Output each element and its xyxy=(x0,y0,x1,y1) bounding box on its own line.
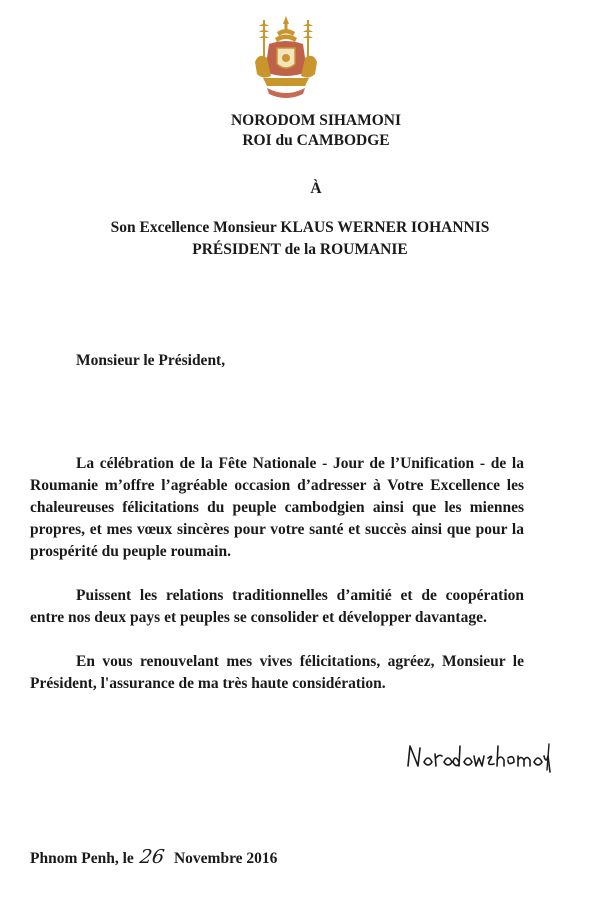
body-paragraph: Puissent les relations traditionnelles d’amitié et de coopération entre nos deux pays et peuples se consolider et développer davantage. xyxy=(30,587,524,626)
recipient-name: Son Excellence Monsieur KLAUS WERNER IOHANNIS xyxy=(110,219,490,236)
place-prefix: Phnom Penh, le xyxy=(30,850,134,867)
salutation: Monsieur le Président, xyxy=(76,352,226,369)
royal-arms-of-cambodia-icon xyxy=(249,14,323,104)
sender-title: ROI du CAMBODGE xyxy=(242,132,390,149)
month-year: Novembre 2016 xyxy=(173,850,278,867)
handwritten-day: 26 xyxy=(138,846,166,868)
body-paragraph: La célébration de la Fête Nationale - Jour de l’Unification - de la Roumanie m’offre l’agréable occasion d’adresser à Votre Excellence les chaleureuses félicitations du peuple cambodgien ainsi que les miennes propres, et mes vœux sincères pour votre santé et succès ainsi que pour la prospérité du peuple roumain. xyxy=(30,455,524,560)
date-line xyxy=(30,846,277,868)
body-paragraph: En vous renouvelant mes vives félicitations, agréez, Monsieur le Président, l'assurance de ma très haute considération. xyxy=(30,653,524,692)
sender-name: NORODOM SIHAMONI xyxy=(230,112,402,129)
handwritten-signature-icon xyxy=(404,740,554,774)
addressee-marker: À xyxy=(310,180,322,197)
recipient-title: PRÉSIDENT de la ROUMANIE xyxy=(192,241,408,258)
